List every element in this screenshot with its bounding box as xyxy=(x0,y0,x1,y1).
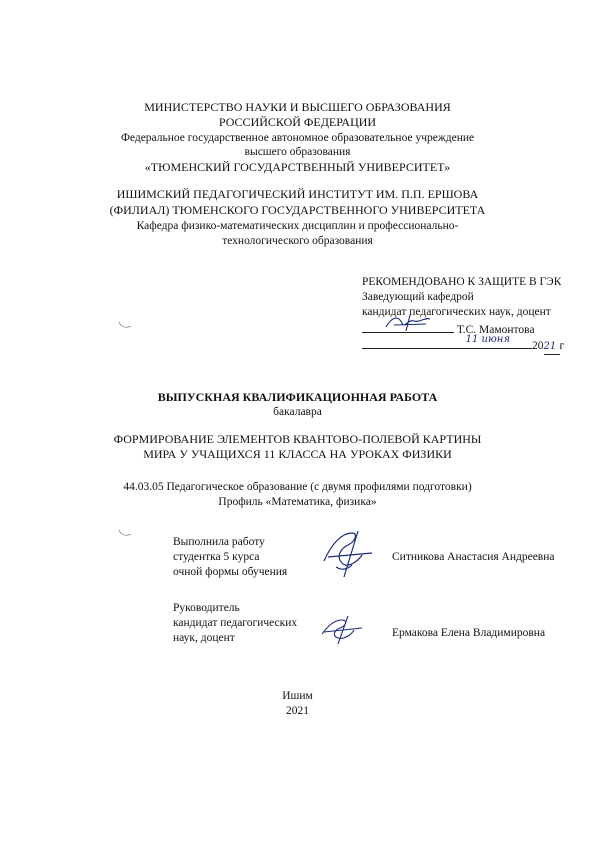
institute-line-2: (ФИЛИАЛ) ТЮМЕНСКОГО ГОСУДАРСТВЕННОГО УНИВЕРСИТЕТА xyxy=(109,203,486,217)
author-signature-icon xyxy=(318,527,380,579)
work-type: ВЫПУСКНАЯ КВАЛИФИКАЦИОННАЯ РАБОТА xyxy=(157,390,438,404)
approval-year-suffix: г xyxy=(559,340,565,352)
supervisor-name: Ермакова Елена Владимировна xyxy=(392,627,546,639)
department-line-1: Кафедра физико-математических дисциплин и профессионально- xyxy=(136,220,459,232)
department-line-2: технологического образования xyxy=(222,235,373,247)
ministry-line-3: Федеральное государственное автономное образовательное учреждение xyxy=(120,132,475,144)
direction: 44.03.05 Педагогическое образование (с двумя профилями подготовки) xyxy=(123,481,472,493)
ministry-line-2: РОССИЙСКОЙ ФЕДЕРАЦИИ xyxy=(218,115,377,129)
margin-mark-icon-2 xyxy=(118,528,132,538)
year: 2021 xyxy=(286,705,309,717)
supervisor-signature-icon xyxy=(318,612,368,646)
institute-line-1: ИШИМСКИЙ ПЕДАГОГИЧЕСКИЙ ИНСТИТУТ ИМ. П.П. ЕРШОВА xyxy=(116,187,479,201)
approval-date-blank xyxy=(362,336,532,349)
approval-role: Заведующий кафедрой xyxy=(362,291,474,303)
author-name: Ситникова Анастасия Андреевна xyxy=(392,551,555,563)
supervisor-line-2: кандидат педагогических xyxy=(173,617,298,629)
approval-year-handwritten: 21 xyxy=(544,341,560,355)
university-name: «ТЮМЕНСКИЙ ГОСУДАРСТВЕННЫЙ УНИВЕРСИТЕТ» xyxy=(144,160,451,174)
author-line-3: очной формы обучения xyxy=(173,566,288,578)
city: Ишим xyxy=(282,690,313,702)
approval-signature-icon xyxy=(382,313,442,333)
supervisor-line-3: наук, доцент xyxy=(173,632,235,644)
approval-date-handwritten: 11 июня xyxy=(465,334,510,345)
supervisor-line-1: Руководитель xyxy=(173,602,240,614)
ministry-line-4: высшего образования xyxy=(244,146,351,158)
work-level: бакалавра xyxy=(273,406,322,418)
approval-title: РЕКОМЕНДОВАНО К ЗАЩИТЕ В ГЭК xyxy=(362,276,562,288)
author-line-1: Выполнила работу xyxy=(173,536,265,548)
margin-mark-icon xyxy=(118,320,132,330)
topic-line-1: ФОРМИРОВАНИЕ ЭЛЕМЕНТОВ КВАНТОВО-ПОЛЕВОЙ КАРТИНЫ xyxy=(113,432,482,446)
approval-signature-blank xyxy=(362,320,454,333)
author-line-2: студентка 5 курса xyxy=(173,551,260,563)
approval-year-prefix: 20 xyxy=(532,340,544,352)
approval-name: Т.С. Мамонтова xyxy=(456,324,535,336)
approval-degree: кандидат педагогических наук, доцент xyxy=(362,306,551,318)
ministry-line-1: МИНИСТЕРСТВО НАУКИ И ВЫСШЕГО ОБРАЗОВАНИЯ xyxy=(144,100,451,114)
topic-line-2: МИРА У УЧАЩИХСЯ 11 КЛАССА НА УРОКАХ ФИЗИКИ xyxy=(143,447,452,461)
profile: Профиль «Математика, физика» xyxy=(218,496,377,508)
approval-date-line xyxy=(362,336,564,355)
